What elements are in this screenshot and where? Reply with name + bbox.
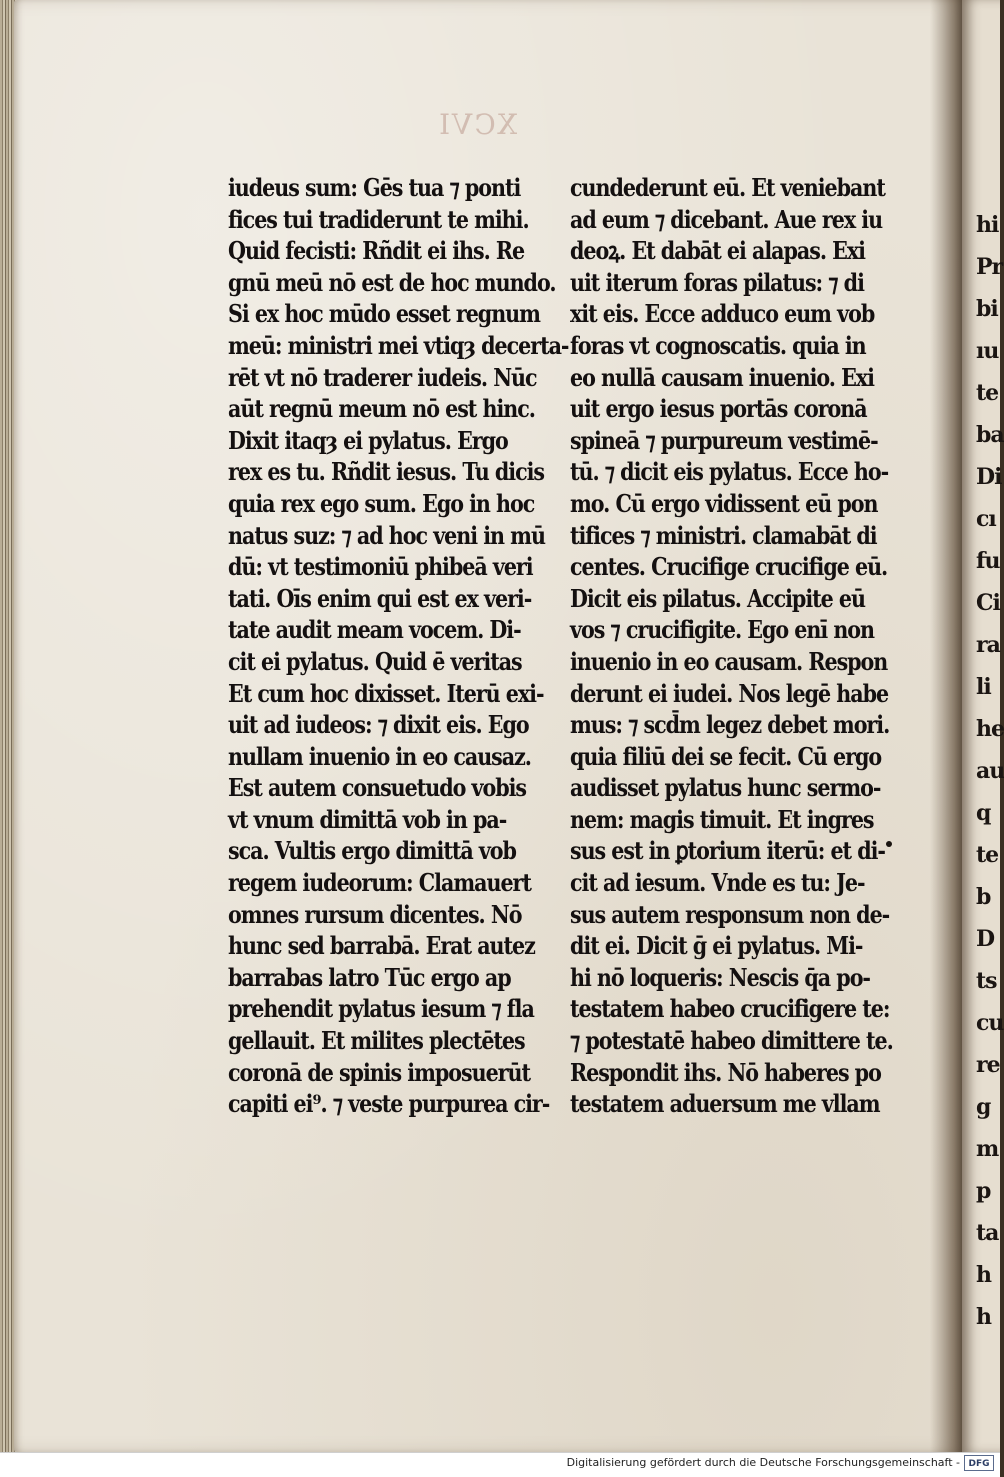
text-line: meū: ministri mei vtiqȝ decerta- — [228, 330, 569, 360]
folio-number: XCVI — [437, 108, 518, 141]
next-page-fragment: m — [976, 1136, 999, 1162]
text-line: deoꝝ. Et dabāt ei alapas. Exi — [570, 236, 865, 266]
text-line: Si ex hoc mūdo esset regnum — [228, 299, 540, 329]
text-line: nem: magis timuit. Et ingres — [570, 804, 874, 834]
text-line: cit ad iesum. Vnde es tu: Je- — [570, 868, 865, 898]
text-line: sus autem responsum non de- — [570, 899, 890, 929]
text-line: Dicit eis pilatus. Accipite eū — [570, 583, 865, 613]
text-line: rex es tu. Rñdit iesus. Tu dicis — [228, 457, 545, 487]
text-line: regem iudeorum: Clamauert — [228, 868, 531, 898]
next-page-fragment: Ci — [976, 590, 1000, 616]
text-line: foras vt cognoscatis. quia in — [570, 330, 866, 360]
next-page-fragment: te — [976, 842, 999, 868]
text-column-left — [228, 172, 569, 1120]
funding-credit: Digitalisierung gefördert durch die Deutsche Forschungsgemeinschaft - — [566, 1456, 960, 1469]
text-line: uit ad iudeos: ⁊ dixit eis. Ego — [228, 710, 529, 740]
text-line: omnes rursum dicentes. Nō — [228, 899, 522, 929]
text-line: gellauit. Et milites plectētes — [228, 1026, 525, 1056]
text-line: mus: ⁊ scd̄m legez debet mori. — [570, 710, 890, 740]
text-line: gnū meū nō est de hoc mundo. — [228, 267, 556, 297]
text-line: vos ⁊ crucifigite. Ego enī non — [570, 615, 875, 645]
text-line: aūt regnū meum nō est hinc. — [228, 394, 535, 424]
ink-mark — [886, 841, 892, 847]
text-line: Et cum hoc dixisset. Iterū exi- — [228, 678, 544, 708]
next-page-fragment: ra — [976, 632, 1000, 658]
text-line: cit ei pylatus. Quid ē veritas — [228, 646, 522, 676]
next-page-fragment: ıu — [976, 338, 999, 364]
text-line: hi nō loqueris: Nescis q̄a po- — [570, 962, 870, 992]
dfg-logo: DFG — [964, 1455, 994, 1471]
text-line: sus est in ꝑtorium iterū: et di- — [570, 836, 885, 866]
next-page-fragment: cı — [976, 506, 996, 532]
text-line: ⁊ potestatē habeo dimittere te. — [570, 1026, 893, 1056]
text-line: tifices ⁊ ministri. clamabāt di — [570, 520, 877, 550]
text-line: tū. ⁊ dicit eis pylatus. Ecce ho- — [570, 457, 889, 487]
next-page-fragment: D — [976, 926, 995, 952]
text-line: Dixit itaqȝ ei pylatus. Ergo — [228, 425, 508, 455]
text-line: inuenio in eo causam. Respon — [570, 646, 888, 676]
text-line: capiti ei⁹. ⁊ veste purpurea cir- — [228, 1089, 550, 1119]
next-page-fragment: g — [976, 1094, 991, 1120]
next-page-fragment: cu — [976, 1010, 1004, 1036]
text-line: cundederunt eū. Et veniebant — [570, 173, 885, 202]
text-line: quia filiū dei se fecit. Cū ergo — [570, 741, 882, 771]
text-line: uit iterum foras pilatus: ⁊ di — [570, 267, 864, 297]
text-line: dū: vt testimoniū phibeā veri — [228, 552, 533, 582]
text-line: prehendit pylatus iesum ⁊ fla — [228, 994, 534, 1024]
text-line: sca. Vultis ergo dimittā vob — [228, 836, 516, 866]
text-line: audisset pylatus hunc sermo- — [570, 773, 881, 803]
next-page-fragment: Di — [976, 464, 1002, 490]
text-line: dit ei. Dicit ḡ ei pylatus. Mi- — [570, 931, 863, 961]
next-page-fragment: fu — [976, 548, 1000, 574]
text-line: tate audit meam vocem. Di- — [228, 615, 521, 645]
text-line: tati. Oīs enim qui est ex veri- — [228, 583, 532, 613]
next-page-fragment: au — [976, 758, 1004, 784]
text-line: uit ergo iesus portās coronā — [570, 394, 867, 424]
text-line: mo. Cū ergo vidissent eū pon — [570, 488, 878, 518]
next-page-fragment: ts — [976, 968, 997, 994]
next-page-edge — [962, 0, 1004, 1452]
text-line: Quid fecisti: Rñdit ei ihs. Re — [228, 236, 525, 266]
text-line: Respondit ihs. Nō haberes po — [570, 1057, 881, 1087]
next-page-fragment: li — [976, 674, 991, 700]
next-page-fragment: te — [976, 380, 999, 406]
next-page-fragment: h — [976, 1304, 991, 1330]
text-line: vt vnum dimittā vob in pa- — [228, 804, 507, 834]
next-page-fragment: bi — [976, 296, 998, 322]
next-page-fragment: he — [976, 716, 1004, 742]
next-page-fragment: hi — [976, 212, 999, 238]
text-line: xit eis. Ecce adduco eum vob — [570, 299, 875, 329]
next-page-fragment: b — [976, 884, 991, 910]
text-line: hunc sed barrabā. Erat autez — [228, 931, 535, 961]
text-line: natus suz: ⁊ ad hoc veni in mū — [228, 520, 545, 550]
text-line: eo nullā causam inuenio. Exi — [570, 362, 874, 392]
text-line: testatem habeo crucifigere te: — [570, 994, 890, 1024]
next-page-fragment: q — [976, 800, 991, 826]
text-line: coronā de spinis imposuerūt — [228, 1057, 531, 1087]
next-page-fragment: re — [976, 1052, 1000, 1078]
next-page-fragment: Pr — [976, 254, 1003, 280]
next-page-fragment: h — [976, 1262, 991, 1288]
text-line: nullam inuenio in eo causaz. — [228, 741, 531, 771]
text-column-right — [570, 172, 893, 1120]
text-line: fices tui tradiderunt te mihi. — [228, 204, 529, 234]
text-line: derunt ei iudei. Nos legē habe — [570, 678, 889, 708]
next-page-fragment: ba — [976, 422, 1004, 448]
next-page-fragment: ta — [976, 1220, 999, 1246]
text-line: barrabas latro Tūc ergo ap — [228, 962, 511, 992]
text-line: rēt vt nō traderer iudeis. Nūc — [228, 362, 537, 392]
text-line: quia rex ego sum. Ego in hoc — [228, 488, 535, 518]
next-page-fragment: p — [976, 1178, 991, 1204]
text-line: testatem aduersum me vllam — [570, 1089, 880, 1119]
text-line: ad eum ⁊ dicebant. Aue rex iu — [570, 204, 883, 234]
text-line: centes. Crucifige crucifige eū. — [570, 552, 888, 582]
text-line: Est autem consuetudo vobis — [228, 773, 526, 803]
text-line: iudeus sum: Gēs tua ⁊ ponti — [228, 173, 521, 202]
text-line: spineā ⁊ purpureum vestimē- — [570, 425, 878, 455]
